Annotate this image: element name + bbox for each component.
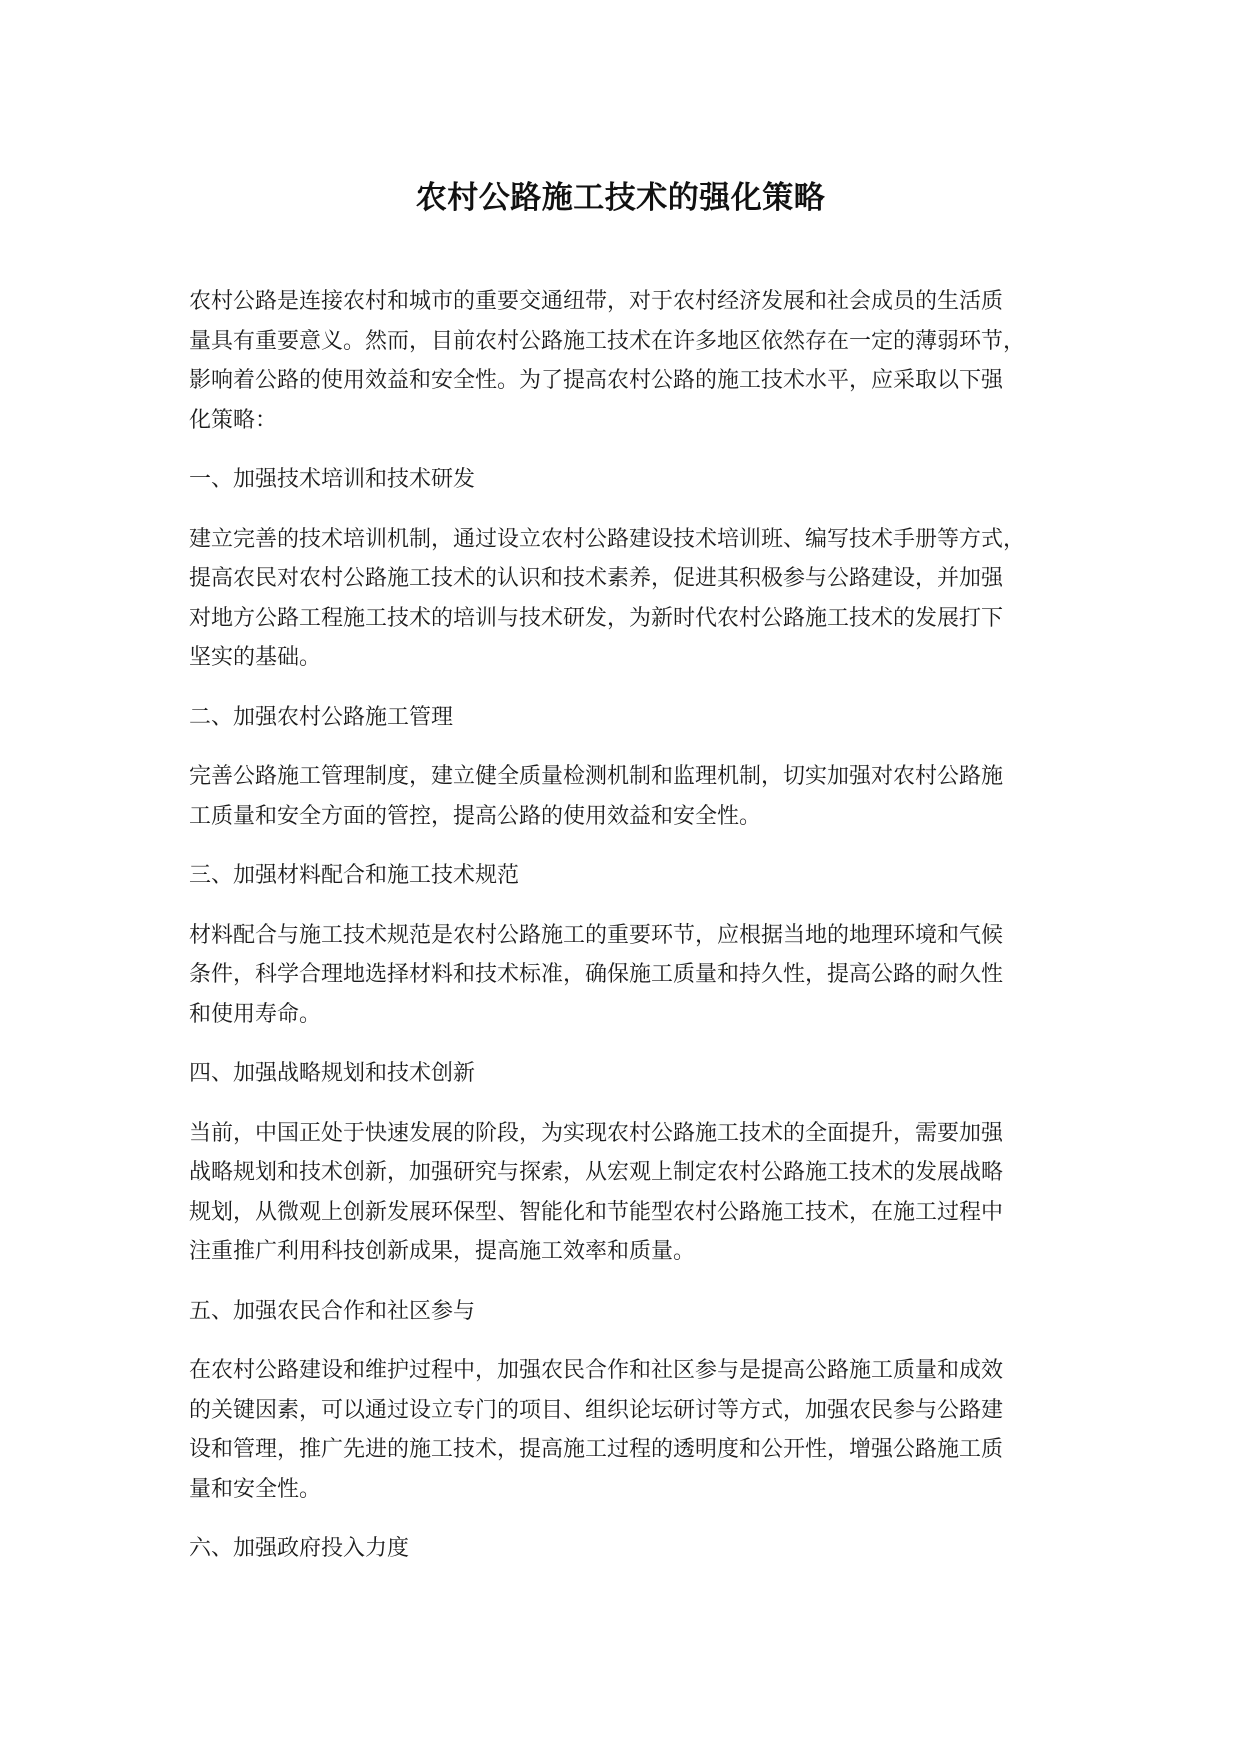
section-paragraph-2 bbox=[189, 757, 1069, 836]
paragraph-line: 在农村公路建设和维护过程中，加强农民合作和社区参与是提高公路施工质量和成效 bbox=[189, 1358, 1004, 1383]
section-paragraph-1 bbox=[189, 520, 1069, 678]
paragraph-line: 材料配合与施工技术规范是农村公路施工的重要环节，应根据当地的地理环境和气候 bbox=[189, 922, 1004, 948]
paragraph-line: 的关键因素，可以通过设立专门的项目、组织论坛研讨等方式，加强农民参与公路建 bbox=[189, 1397, 1004, 1423]
section-heading-6: 六、加强政府投入力度 bbox=[189, 1536, 410, 1561]
paragraph-line: 注重推广利用科技创新成果，提高施工效率和质量。 bbox=[189, 1239, 696, 1264]
paragraph-line: 规划，从微观上创新发展环保型、智能化和节能型农村公路施工技术，在施工过程中 bbox=[189, 1199, 1004, 1225]
paragraph-line: 影响着公路的使用效益和安全性。为了提高农村公路的施工技术水平，应采取以下强 bbox=[189, 368, 1004, 393]
document-body bbox=[189, 282, 1069, 1589]
document-title: 农村公路施工技术的强化策略 bbox=[415, 180, 826, 216]
section-heading-3: 三、加强材料配合和施工技术规范 bbox=[189, 863, 520, 888]
section-heading-5: 五、加强农民合作和社区参与 bbox=[189, 1298, 476, 1324]
paragraph-line: 坚实的基础。 bbox=[189, 645, 322, 670]
paragraph-line: 提高农民对农村公路施工技术的认识和技术素养，促进其积极参与公路建设，并加强 bbox=[189, 566, 1004, 591]
paragraph-line: 完善公路施工管理制度，建立健全质量检测机制和监理机制，切实加强对农村公路施 bbox=[189, 764, 1004, 789]
paragraph-line: 当前，中国正处于快速发展的阶段，为实现农村公路施工技术的全面提升，需要加强 bbox=[189, 1120, 1004, 1146]
paragraph-line: 化策略： bbox=[189, 407, 278, 433]
paragraph-line: 量具有重要意义。然而，目前农村公路施工技术在许多地区依然存在一定的薄弱环节， bbox=[189, 328, 1026, 354]
section-heading-2: 二、加强农村公路施工管理 bbox=[189, 704, 454, 730]
paragraph-line: 战略规划和技术创新，加强研究与探索，从宏观上制定农村公路施工技术的发展战略 bbox=[189, 1160, 1004, 1185]
paragraph-line: 对地方公路工程施工技术的培训与技术研发，为新时代农村公路施工技术的发展打下 bbox=[189, 605, 1004, 631]
section-paragraph-4 bbox=[189, 1114, 1069, 1272]
section-heading-4: 四、加强战略规划和技术创新 bbox=[189, 1061, 476, 1086]
paragraph-line: 和使用寿命。 bbox=[189, 1001, 322, 1027]
paragraph-line: 条件，科学合理地选择材料和技术标准，确保施工质量和持久性，提高公路的耐久性 bbox=[189, 962, 1004, 987]
section-paragraph-5 bbox=[189, 1351, 1069, 1509]
paragraph-line: 设和管理，推广先进的施工技术，提高施工过程的透明度和公开性，增强公路施工质 bbox=[189, 1437, 1004, 1462]
paragraph-line: 农村公路是连接农村和城市的重要交通纽带，对于农村经济发展和社会成员的生活质 bbox=[189, 289, 1004, 314]
paragraph-line: 建立完善的技术培训机制，通过设立农村公路建设技术培训班、编写技术手册等方式， bbox=[189, 526, 1026, 552]
section-paragraph-3 bbox=[189, 916, 1069, 1035]
paragraph-line: 量和安全性。 bbox=[189, 1476, 322, 1502]
paragraph-line: 工质量和安全方面的管控，提高公路的使用效益和安全性。 bbox=[189, 803, 762, 829]
section-heading-1: 一、加强技术培训和技术研发 bbox=[189, 467, 476, 492]
intro-paragraph bbox=[189, 282, 1069, 440]
